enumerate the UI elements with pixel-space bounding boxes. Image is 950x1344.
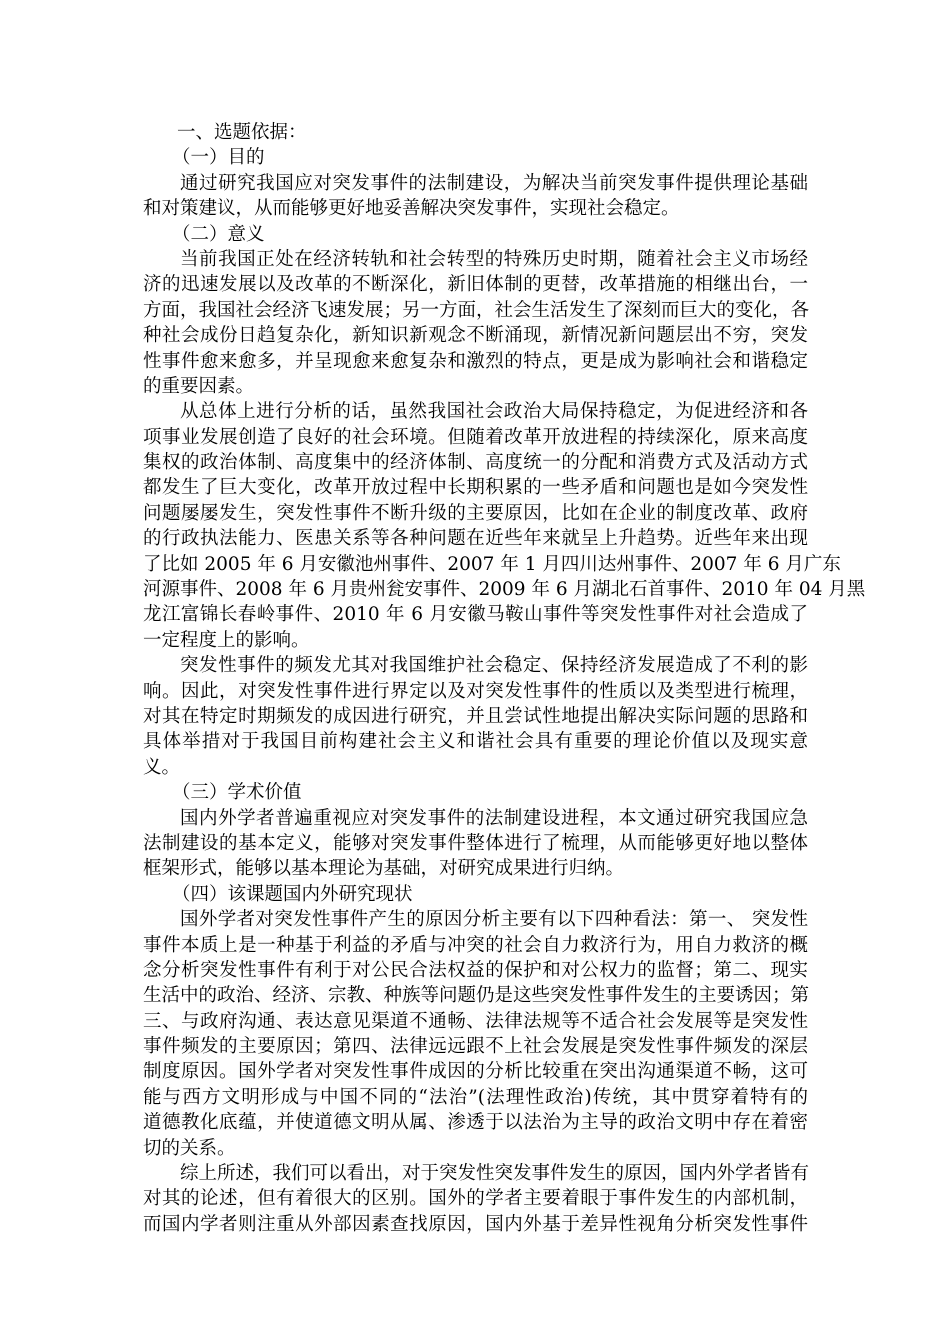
research-status-p1-line: 切的关系。 [143,1137,236,1159]
significance-p2-line: 了比如 2005 年 6 月安徽池州事件、2007 年 1 月四川达州事件、2007 年 6 月广东 [143,553,841,575]
significance-p1-line: 的重要因素。 [143,375,255,397]
section-academic-value-title: （三）学术价值 [172,782,302,804]
significance-p1-line: 性事件愈来愈多，并呈现愈来愈复杂和激烈的特点，更是成为影响社会和谐稳定 [143,350,808,372]
research-status-p1-line: 事件本质上是一种基于利益的矛盾与冲突的社会自力救济行为，用自力救济的概 [143,934,808,956]
significance-p3-line: 义。 [143,756,181,778]
significance-p2-line: 都发生了巨大变化，改革开放过程中长期积累的一些矛盾和问题也是如今突发性 [143,477,808,499]
significance-p2-line: 的行政执法能力、医患关系等各种问题在近些年来就呈上升趋势。近些年来出现 [143,528,808,550]
significance-p3-line: 具体举措对于我国目前构建社会主义和谐社会具有重要的理论价值以及现实意 [143,731,808,753]
research-status-p1-line: 能与西方文明形成与中国不同的“法治”(法理性政治)传统，其中贯穿着特有的 [143,1086,808,1108]
research-status-p1-line: 道德教化底蕴，并使道德文明从属、渗透于以法治为主导的政治文明中存在着密 [143,1112,808,1134]
significance-p1-line: 种社会成份日趋复杂化，新知识新观念不断涌现，新情况新问题层出不穷，突发 [143,325,808,347]
research-status-p1-line: 国外学者对突发性事件产生的原因分析主要有以下四种看法：第一、 突发性 [180,909,808,931]
academic-value-line: 法制建设的基本定义，能够对突发事件整体进行了梳理，从而能够更好地以整体 [143,832,808,854]
significance-p3-line: 对其在特定时期频发的成因进行研究，并且尝试性地提出解决实际问题的思路和 [143,705,808,727]
section-research-status-title: （四）该课题国内外研究现状 [172,883,413,905]
significance-p2-line: 从总体上进行分析的话，虽然我国社会政治大局保持稳定，为促进经济和各 [180,401,808,423]
research-status-p1-line: 制度原因。国外学者对突发性事件成因的分析比较重在突出沟通渠道不畅，这可 [143,1061,808,1083]
significance-p2-line: 龙江富锦长春岭事件、2010 年 6 月安徽马鞍山事件等突发性事件对社会造成了 [143,604,808,626]
significance-p1-line: 当前我国正处在经济转轨和社会转型的特殊历史时期，随着社会主义市场经 [180,248,808,270]
significance-p1-line: 方面，我国社会经济飞速发展；另一方面，社会生活发生了深刻而巨大的变化，各 [143,299,810,321]
document-page [143,120,866,1237]
research-status-p1-line: 生活中的政治、经济、宗教、种族等问题仍是这些突发性事件发生的主要诱因；第 [143,985,810,1007]
research-status-p2-line: 综上所述，我们可以看出，对于突发性突发事件发生的原因，国内外学者皆有 [180,1163,810,1185]
significance-p2-line: 集权的政治体制、高度集中的经济体制、高度统一的分配和消费方式及活动方式 [143,452,808,474]
significance-p1-line: 济的迅速发展以及改革的不断深化，新旧体制的更替，改革措施的相继出台，一 [143,274,808,296]
academic-value-line: 国内外学者普遍重视应对突发事件的法制建设进程，本文通过研究我国应急 [180,807,808,829]
significance-p3-line: 响。因此，对突发性事件进行界定以及对突发性事件的性质以及类型进行梳理， [143,680,808,702]
purpose-line: 通过研究我国应对突发事件的法制建设，为解决当前突发事件提供理论基础 [180,172,808,194]
research-status-p1-line: 念分析突发性事件有利于对公民合法权益的保护和对公权力的监督；第二、现实 [143,959,808,981]
purpose-line: 和对策建议，从而能够更好地妥善解决突发事件，实现社会稳定。 [143,198,680,220]
research-status-p1-line: 三、与政府沟通、表达意见渠道不通畅、法律法规等不适合社会发展等是突发性 [143,1010,808,1032]
section-significance-title: （二）意义 [172,223,265,245]
heading-selection-basis: 一、选题依据： [177,122,307,143]
significance-p2-line: 一定程度上的影响。 [143,629,310,651]
academic-value-line: 框架形式，能够以基本理论为基础，对研究成果进行归纳。 [143,858,625,880]
significance-p2-line: 河源事件、2008 年 6 月贵州瓮安事件、2009 年 6 月湖北石首事件、2010 年 04 月黑 [143,579,866,601]
research-status-p2-line: 对其的论述，但有着很大的区别。国外的学者主要着眼于事件发生的内部机制， [143,1188,808,1210]
significance-p2-line: 问题屡屡发生，突发性事件不断升级的主要原因，比如在企业的制度改革、政府 [143,502,808,524]
research-status-p1-line: 事件频发的主要原因；第四、法律远远跟不上社会发展是突发性事件频发的深层 [143,1036,808,1058]
research-status-p2-line: 而国内学者则注重从外部因素查找原因，国内外基于差异性视角分析突发性事件 [143,1213,808,1235]
significance-p3-line: 突发性事件的频发尤其对我国维护社会稳定、保持经济发展造成了不利的影 [180,655,808,677]
section-purpose-title: （一）目的 [172,147,265,169]
significance-p2-line: 项事业发展创造了良好的社会环境。但随着改革开放进程的持续深化，原来高度 [143,426,808,448]
